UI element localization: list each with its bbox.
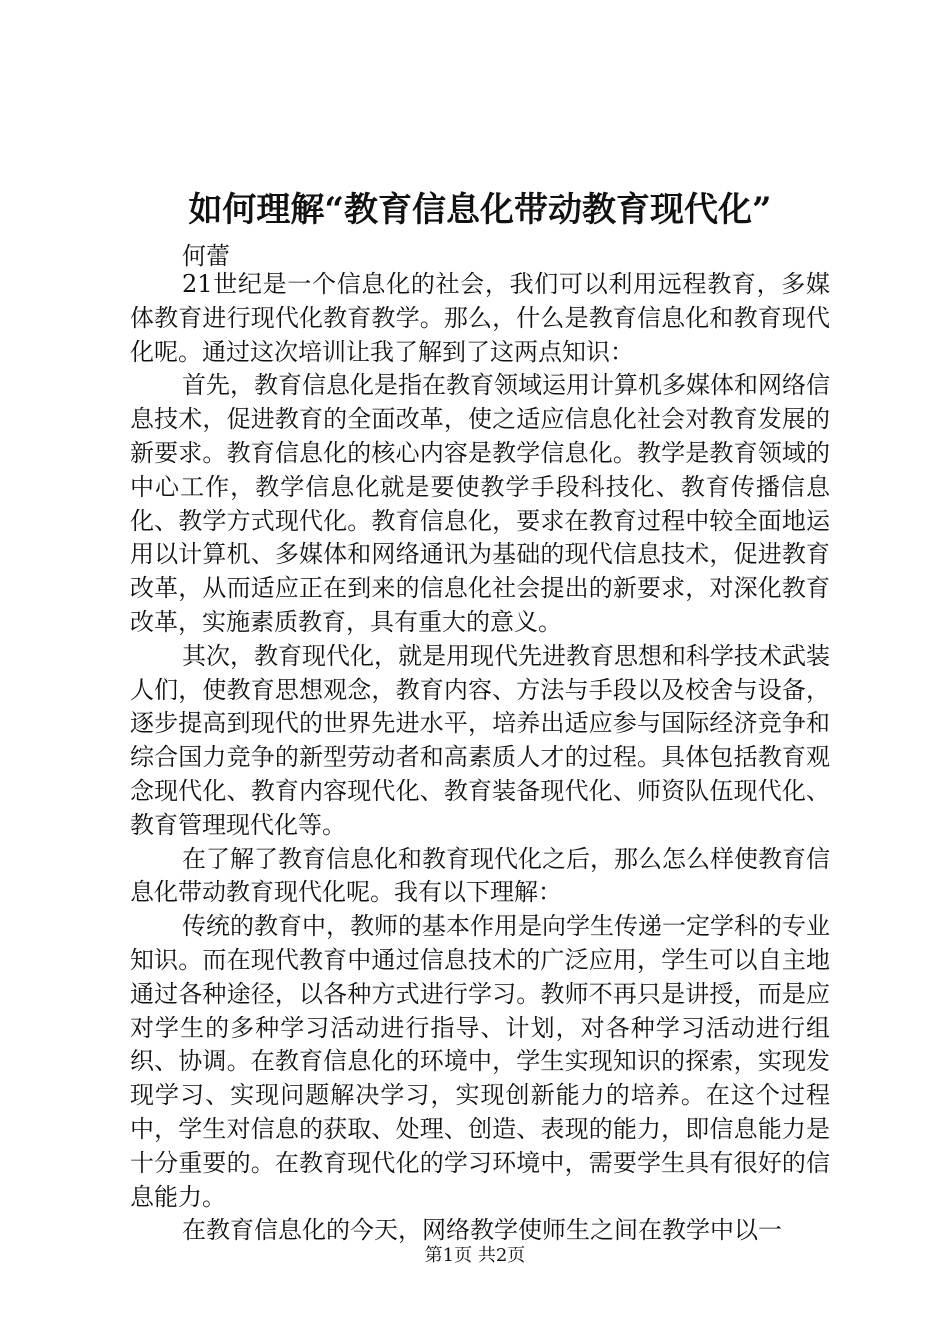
paragraph: 在了解了教育信息化和教育现代化之后，那么怎么样使教育信息化带动教育现代化呢。我有以下理解： — [130, 844, 830, 907]
paragraph: 首先，教育信息化是指在教育领域运用计算机多媒体和网络信息技术，促进教育的全面改革，使之适应信息化社会对教育发展的新要求。教育信息化的核心内容是教学信息化。教学是教育领域的中心工作，教学信息化就是要使教学手段科技化、教育传播信息化、教学方式现代化。教育信息化，要求在教育过程中较全面地运用以计算机、多媒体和网络通讯为基础的现代信息技术，促进教育改革，从而适应正在到来的信息化社会提出的新要求，对深化教育改革，实施素质教育，具有重大的意义。 — [130, 371, 830, 636]
paragraph: 21世纪是一个信息化的社会，我们可以利用远程教育，多媒体教育进行现代化教育教学。那么，什么是教育信息化和教育现代化呢。通过这次培训让我了解到了这两点知识： — [130, 270, 830, 366]
paragraph: 在教育信息化的今天，网络教学使师生之间在教学中以一 — [182, 1216, 782, 1245]
author-name: 何蕾 — [182, 242, 230, 270]
document-body — [130, 268, 830, 1248]
paragraph: 其次，教育现代化，就是用现代先进教育思想和科学技术武装人们，使教育思想观念，教育内容、方法与手段以及校舍与设备，逐步提高到现代的世界先进水平，培养出适应参与国际经济竞争和综合国力竞争的新型劳动者和高素质人才的过程。具体包括教育观念现代化、教育内容现代化、教育装备现代化、师资队伍现代化、教育管理现代化等。 — [130, 641, 830, 839]
page-number-footer: 第1页 共2页 — [424, 1245, 526, 1266]
document-title: 如何理解“教育信息化带动教育现代化” — [188, 190, 772, 230]
paragraph: 传统的教育中，教师的基本作用是向学生传递一定学科的专业知识。而在现代教育中通过信息技术的广泛应用，学生可以自主地通过各种途径，以各种方式进行学习。教师不再只是讲授，而是应对学生的多种学习活动进行指导、计划，对各种学习活动进行组织、协调。在教育信息化的环境中，学生实现知识的探索，实现发现学习、实现问题解决学习，实现创新能力的培养。在这个过程中，学生对信息的获取、处理、创造、表现的能力，即信息能力是十分重要的。在教育现代化的学习环境中，需要学生具有很好的信息能力。 — [130, 912, 830, 1211]
